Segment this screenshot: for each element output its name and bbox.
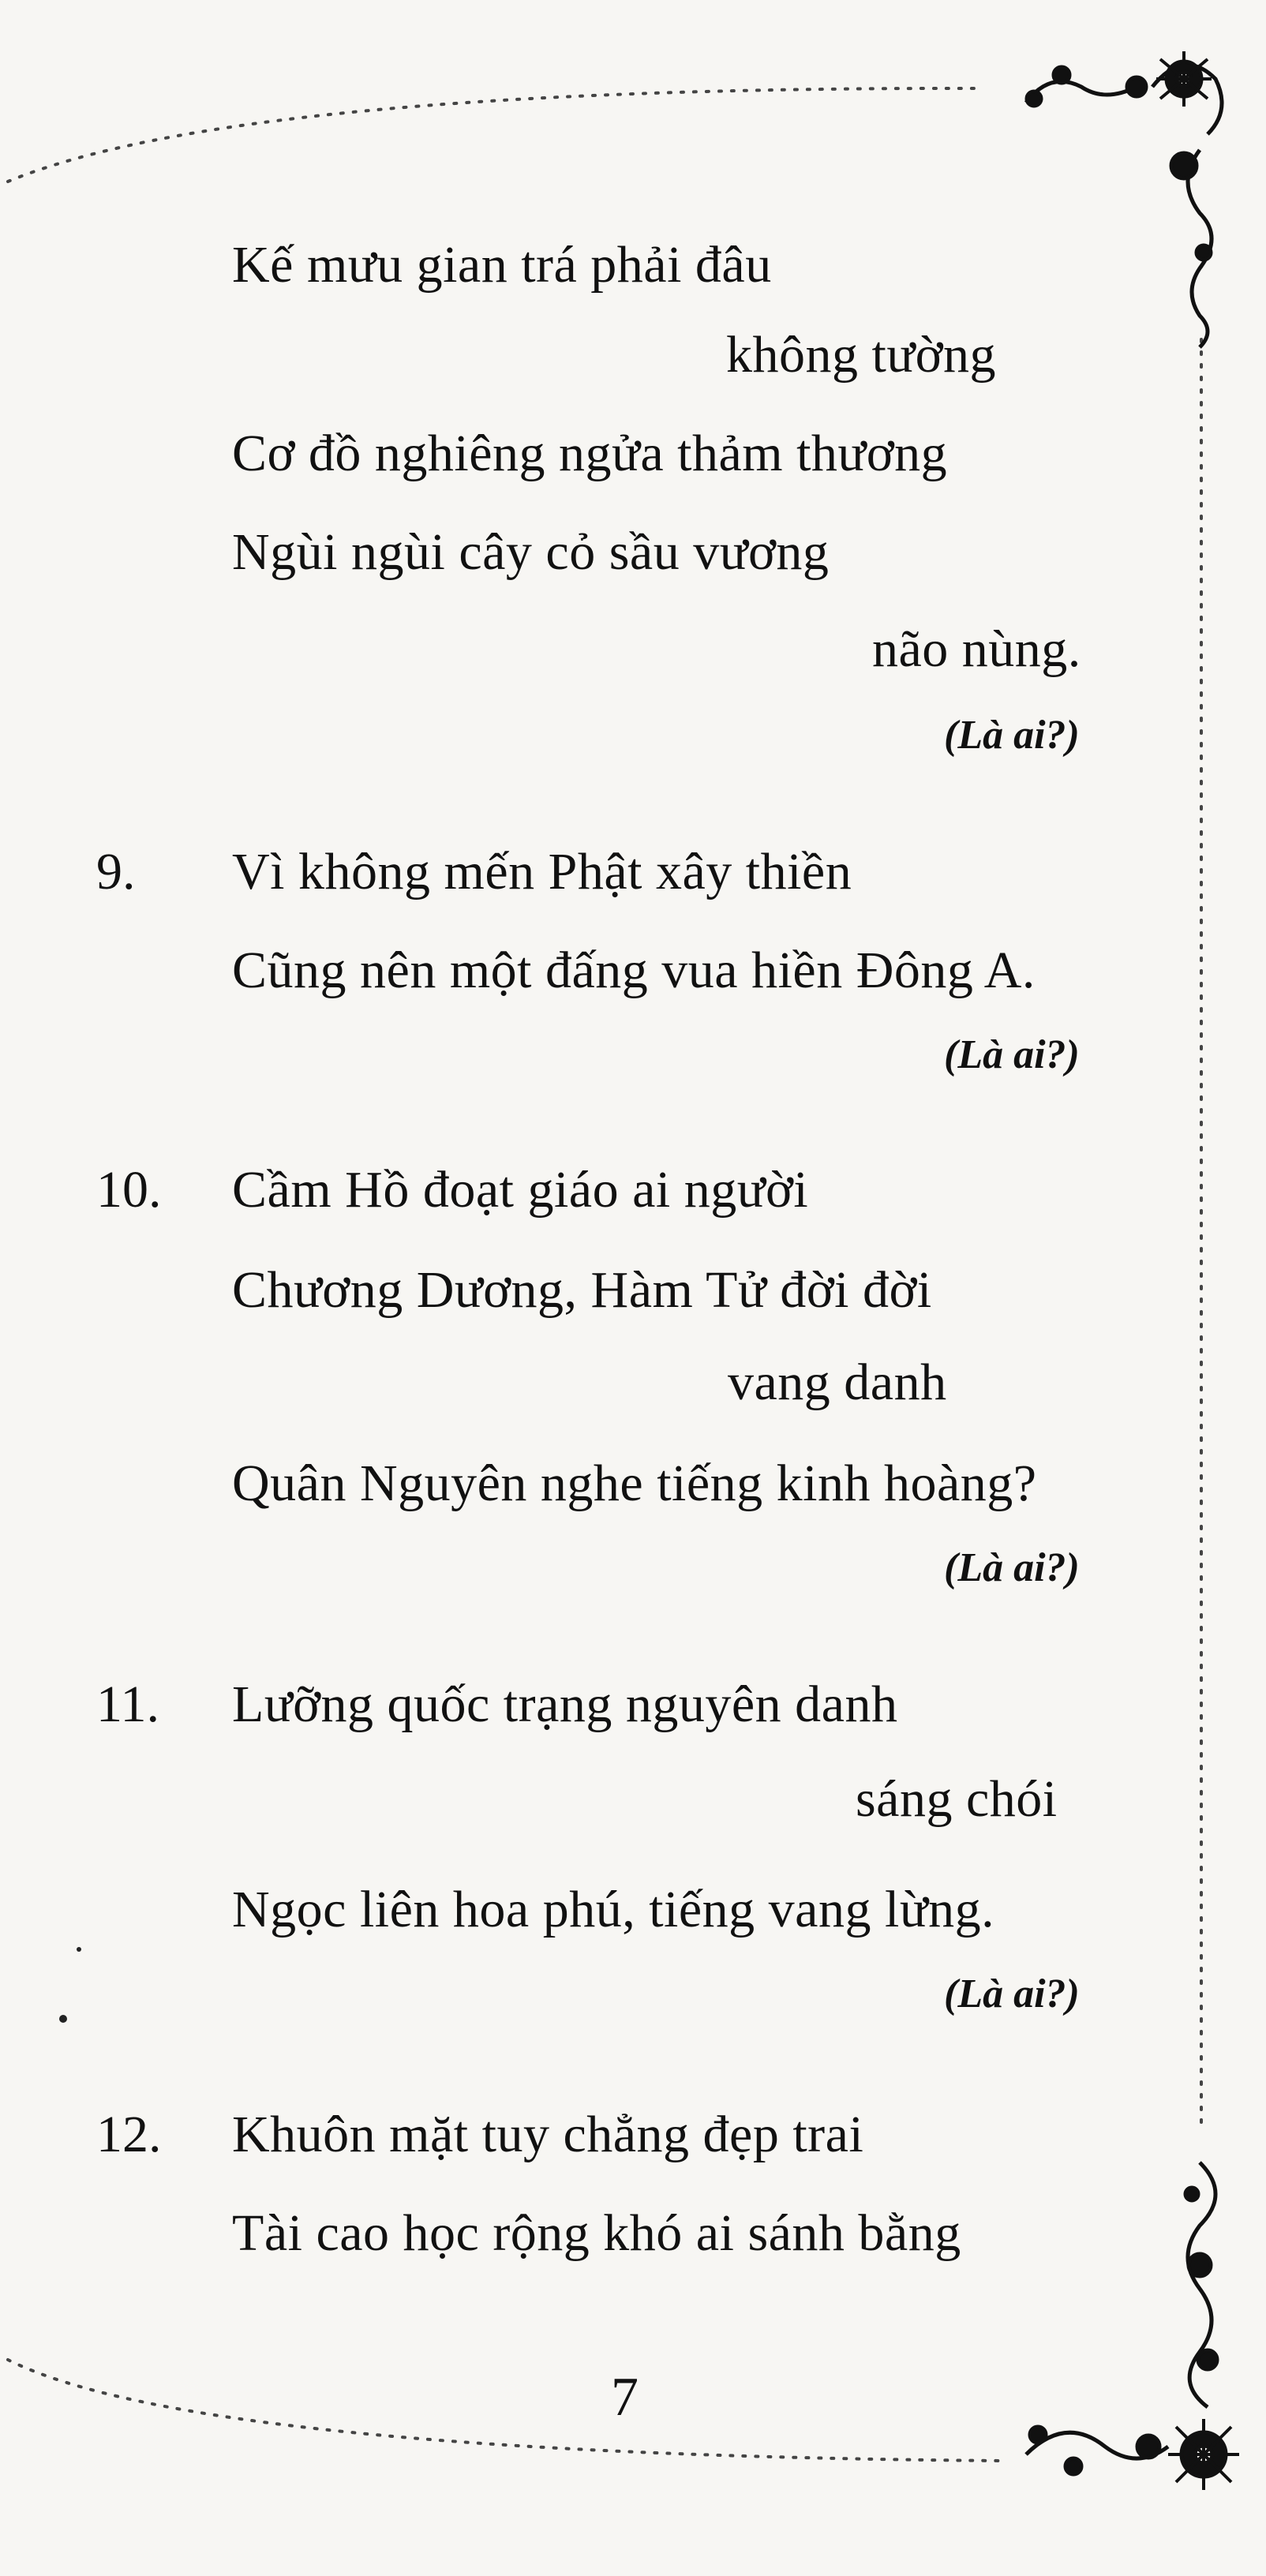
verse-line: Lưỡng quốc trạng nguyên danh [232, 1676, 898, 1733]
verse-line: não nùng. [872, 620, 1081, 678]
verse-line: Cầm Hồ đoạt giáo ai người [232, 1161, 809, 1219]
verse-line: Khuôn mặt tuy chẳng đẹp trai [232, 2106, 864, 2163]
riddle-answer-prompt: (Là ai?) [944, 1971, 1080, 2016]
riddle-number: 11. [96, 1676, 160, 1733]
verse-line: Chương Dương, Hàm Tử đời đời [232, 1261, 932, 1319]
verse-line: Ngùi ngùi cây cỏ sầu vương [232, 523, 830, 581]
riddle-answer-prompt: (Là ai?) [944, 1545, 1080, 1590]
verse-line: Cũng nên một đấng vua hiền Đông A. [232, 942, 1036, 999]
vine-ornament-icon [1026, 2162, 1239, 2490]
verse-line: không tường [726, 326, 997, 384]
riddle-number: 10. [96, 1161, 162, 1219]
riddle-answer-prompt: (Là ai?) [944, 713, 1080, 758]
verse-line: Ngọc liên hoa phú, tiếng vang lừng. [232, 1881, 995, 1938]
verse-line: sáng chói [856, 1770, 1058, 1828]
riddle-number: 9. [96, 843, 136, 900]
verse-line: Vì không mến Phật xây thiền [232, 843, 852, 900]
flower-ornament-icon [1026, 51, 1222, 347]
riddle-answer-prompt: (Là ai?) [944, 1032, 1080, 1077]
verse-line: Tài cao học rộng khó ai sánh bằng [232, 2204, 961, 2262]
verse-line: Quân Nguyên nghe tiếng kinh hoàng? [232, 1455, 1037, 1512]
verse-line: Cơ đồ nghiêng ngửa thảm thương [232, 425, 948, 482]
page-number: 7 [611, 2367, 639, 2428]
verse-line: Kế mưu gian trá phải đâu [232, 236, 772, 294]
riddle-number: 12. [96, 2106, 162, 2163]
verse-line: vang danh [728, 1354, 947, 1411]
